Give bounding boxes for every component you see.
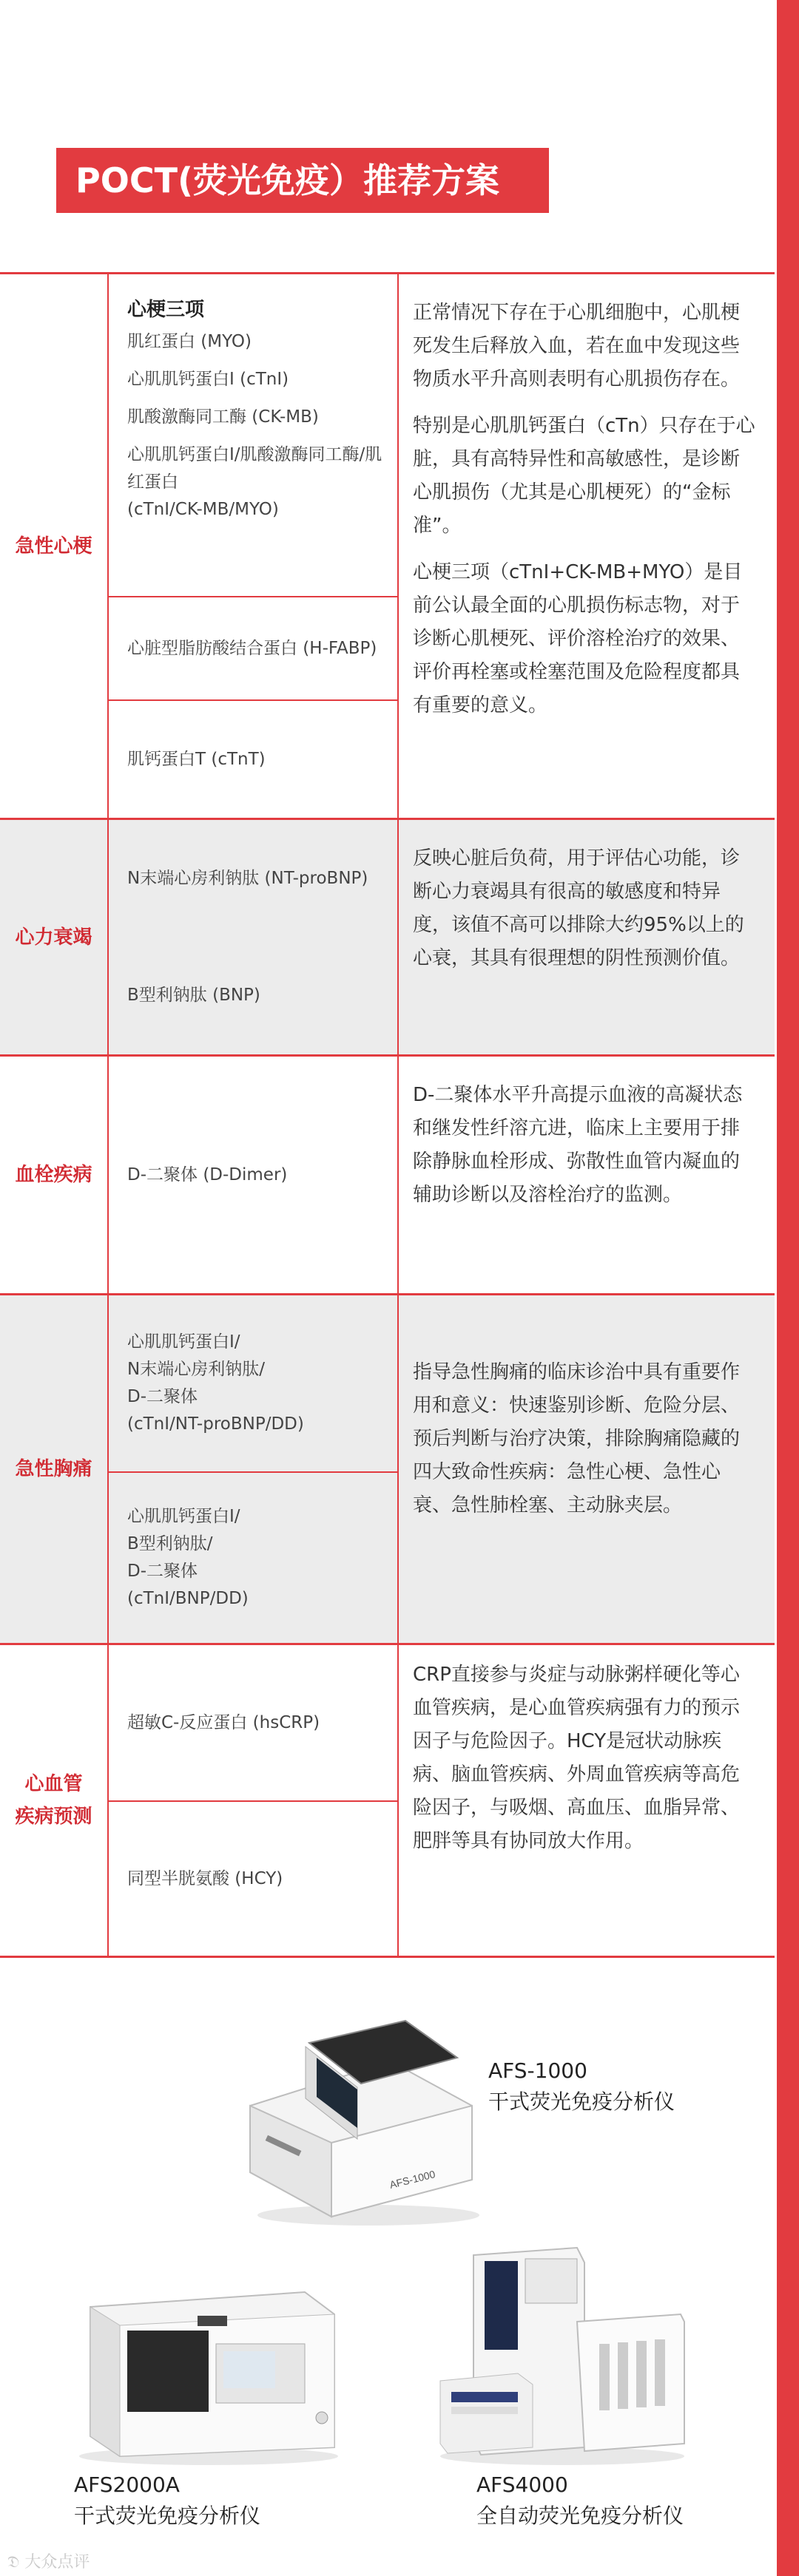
- device-name: 全自动荧光免疫分析仪: [476, 2504, 684, 2528]
- section-chest-pain: [0, 1293, 775, 1643]
- item-line: 心肌肌钙蛋白I/: [127, 1332, 240, 1352]
- item-line: 肌钙蛋白T (cTnT): [127, 749, 266, 769]
- description-paragraph: 反映心脏后负荷，用于评估心功能，诊断心力衰竭具有很高的敏感度和特异度，该值不高可以排除大约95%以上的心衰，其具有很理想的阴性预测价值。: [413, 847, 744, 969]
- item-cell: [127, 1645, 394, 1800]
- category-label: 急性胸痛: [15, 1458, 92, 1480]
- item-line: B型利钠肽 (BNP): [127, 986, 260, 1005]
- item-line: N末端心房利钠肽 (NT-proBNP): [127, 868, 368, 888]
- item-line: 心肌肌钙蛋白I (cTnI): [127, 370, 289, 389]
- item-line: 超敏C-反应蛋白 (hsCRP): [127, 1712, 320, 1732]
- item-cell: [127, 296, 394, 600]
- category-label: 心力衰竭: [15, 926, 92, 949]
- description-paragraph: CRP直接参与炎症与动脉粥样硬化等心血管疾病，是心血管疾病强有力的预示因子与危险因子。HCY是冠状动脉疾病、脑血管疾病、外周血管疾病等高危险因子，与吸烟、高血压、血脂异常、肥胖等具有协同放大作用。: [413, 1664, 741, 1852]
- item-line: B型利钠肽/: [127, 1534, 213, 1553]
- item-cell: [127, 1802, 394, 1956]
- section-acute-mi: [0, 272, 775, 818]
- item-line: N末端心房利钠肽/: [127, 1360, 265, 1379]
- item-line: 心脏型脂肪酸结合蛋白 (H-FABP): [127, 638, 377, 658]
- item-cell: [127, 701, 394, 818]
- section-cardiovascular-prediction: [0, 1643, 775, 1958]
- description: [413, 842, 758, 989]
- watermark: [7, 2549, 90, 2572]
- category-label: 心血管 疾病预测: [15, 1773, 92, 1828]
- description-paragraph: 心梗三项（cTnI+CK-MB+MYO）是目前公认最全面的心肌损伤标志物，对于诊断心肌梗死、评价溶栓治疗的效果、评价再栓塞或栓塞范围及危险程度都具有重要的意义。: [413, 561, 743, 716]
- item-cell: [127, 1295, 394, 1471]
- item-line: D-二聚体: [127, 1387, 198, 1406]
- category-label: 血栓疾病: [15, 1164, 92, 1186]
- watermark-logo-icon: 𝔇: [7, 2553, 20, 2572]
- item-line: 肌酸激酶同工酶 (CK-MB): [127, 407, 319, 427]
- device-model: AFS2000A: [74, 2472, 180, 2497]
- description: [413, 1658, 758, 1871]
- item-cell: [127, 820, 394, 937]
- item-line: (cTnI/CK-MB/MYO): [127, 500, 279, 519]
- item-line: (cTnI/NT-proBNP/DD): [127, 1414, 304, 1434]
- description-paragraph: 正常情况下存在于心肌细胞中，心肌梗死发生后释放入血，若在血中发现这些物质水平升高则表明有心肌损伤存在。: [413, 302, 741, 390]
- description: [413, 1356, 758, 1536]
- item-line: 心肌肌钙蛋白I/肌酸激酶同工酶/肌红蛋白: [127, 445, 382, 492]
- item-line: 心肌肌钙蛋白I/: [127, 1507, 240, 1526]
- device-image-afs1000: [235, 2017, 487, 2231]
- item-cell: [127, 937, 394, 1054]
- item-cell: [127, 1057, 394, 1293]
- device-name: 干式荧光免疫分析仪: [488, 2089, 675, 2114]
- page-title: POCT(荧光免疫）推荐方案: [56, 148, 549, 213]
- item-line: D-二聚体: [127, 1562, 198, 1581]
- device-caption-afs1000: [488, 2055, 675, 2118]
- item-head: 心梗三项: [127, 299, 205, 321]
- description-paragraph: D-二聚体水平升高提示血液的高凝状态和继发性纤溶亢进，临床上主要用于排除静脉血栓形成、弥散性血管内凝血的辅助诊断以及溶栓治疗的监测。: [413, 1084, 743, 1206]
- description-paragraph: 特别是心肌肌钙蛋白（cTn）只存在于心脏，具有高特异性和高敏感性，是诊断心肌损伤（尤其是心肌梗死）的“金标准”。: [413, 415, 755, 537]
- device-model: AFS4000: [476, 2472, 568, 2497]
- item-line: 肌红蛋白 (MYO): [127, 332, 252, 351]
- item-cell: [127, 597, 394, 699]
- item-cell: [127, 1473, 394, 1643]
- item-line: D-二聚体 (D-Dimer): [127, 1165, 288, 1184]
- section-heart-failure: [0, 818, 775, 1054]
- svg-text:AFS-1000: AFS-1000: [388, 2168, 436, 2191]
- watermark-text: 大众点评: [24, 2553, 90, 2572]
- section-thrombosis: [0, 1054, 775, 1293]
- description: [413, 296, 758, 736]
- device-caption-afs2000a: [74, 2470, 260, 2532]
- item-line: (cTnI/BNP/DD): [127, 1589, 249, 1608]
- description: [413, 1079, 758, 1225]
- device-caption-afs4000: [476, 2470, 684, 2532]
- device-name: 干式荧光免疫分析仪: [74, 2504, 261, 2528]
- device-image-afs2000a: [68, 2263, 349, 2470]
- right-accent-bar: [777, 0, 799, 2576]
- description-paragraph: 指导急性胸痛的临床诊治中具有重要作用和意义：快速鉴别诊断、危险分层、预后判断与治疗决策，排除胸痛隐藏的四大致命性疾病：急性心梗、急性心衰、急性肺栓塞、主动脉夹层。: [413, 1361, 741, 1516]
- item-line: 同型半胱氨酸 (HCY): [127, 1868, 283, 1888]
- device-image-afs4000: [429, 2240, 695, 2470]
- category-label: 急性心梗: [15, 535, 92, 557]
- device-model: AFS-1000: [488, 2058, 587, 2083]
